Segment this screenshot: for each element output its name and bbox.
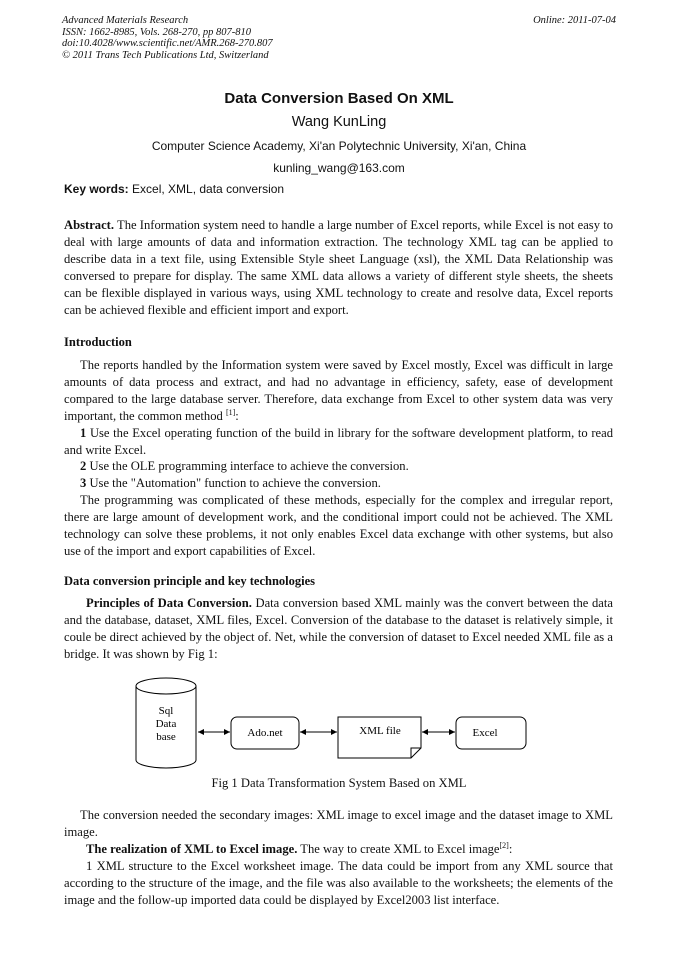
sql-database-cylinder bbox=[136, 678, 196, 768]
item1-text: Use the Excel operating function of the build in library for the software development platform, to read and write Excel. bbox=[64, 425, 613, 457]
paper-title: Data Conversion Based On XML bbox=[224, 90, 454, 107]
issn: ISSN: 1662-8985, Vols. 268-270, pp 807-810 bbox=[62, 26, 251, 38]
excel-label: Excel bbox=[472, 727, 498, 739]
affiliation: Computer Science Academy, Xi'an Polytechnic University, Xi'an, China bbox=[151, 139, 527, 153]
intro-list-item-3 bbox=[64, 475, 613, 492]
intro-paragraph-1 bbox=[64, 357, 613, 425]
principles-text: Data conversion based XML mainly was the convert between the data and the database, dataset, XML files, Excel. Conversion of the database to the dataset is relatively simple, it coule be direct achieved by the object of. Net, while the conversion of dataset to Excel needed XML file as a bridge. It was shown by Fig 1: bbox=[64, 596, 613, 661]
xml-file-shape bbox=[338, 717, 421, 758]
db-label-1: Sql bbox=[158, 705, 174, 717]
realization-paragraph bbox=[64, 841, 613, 858]
figure-1-caption: Fig 1 Data Transformation System Based on XML bbox=[211, 776, 467, 790]
adonet-label: Ado.net bbox=[247, 727, 283, 739]
excel-box bbox=[456, 717, 526, 749]
xml-file-label: XML file bbox=[359, 725, 401, 737]
abstract-label: Abstract. bbox=[64, 218, 115, 232]
doi: doi:10.4028/www.scientific.net/AMR.268-270.807 bbox=[62, 38, 273, 49]
xml-structure-paragraph: 1 XML structure to the Excel worksheet image. The data could be import from any XML source that according to the structure of the image, and the file was also available to the worksheets; the elements of the image and the follow-up imported data could be displayed by Excel2003 list interface. bbox=[64, 858, 613, 907]
intro-p1-text: The reports handled by the Information system were saved by Excel mostly, Excel was difficult in large amounts of data process and extract, and had no advantage in efficiency, safety, ease of development compared to the large database server. Therefore, data exchange from Excel to other system data was very important, the common method bbox=[64, 358, 613, 423]
adonet-box bbox=[231, 717, 299, 749]
email: kunling_wang@163.com bbox=[273, 161, 405, 175]
realization-text: The way to create XML to Excel image bbox=[297, 841, 500, 856]
abstract bbox=[64, 217, 613, 318]
intro-paragraph-2: The programming was complicated of these methods, especially for the complex and irregular report, there are large amount of development work, and the conditional import could not be achieved. The XML technology can solve these problems, it not only enables Excel data exchange with other systems, but also use of the import and export capabilities of Excel. bbox=[64, 493, 613, 558]
principles-label: Principles of Data Conversion. bbox=[86, 596, 252, 610]
section2-heading: Data conversion principle and key technologies bbox=[64, 574, 316, 588]
intro-p1-end: : bbox=[235, 408, 239, 423]
copyright: © 2011 Trans Tech Publications Ltd, Switzerland bbox=[62, 49, 269, 61]
principles-paragraph bbox=[64, 595, 613, 663]
db-label-2: Data bbox=[155, 718, 177, 730]
figure-1-diagram bbox=[130, 676, 560, 772]
keywords bbox=[64, 182, 284, 196]
section3-body bbox=[64, 807, 613, 908]
keywords-text: Excel, XML, data conversion bbox=[128, 182, 285, 196]
journal-name: Advanced Materials Research bbox=[62, 15, 189, 26]
item2-number: 2 bbox=[80, 459, 87, 474]
realization-label: The realization of XML to Excel image. bbox=[86, 841, 298, 856]
online-date: Online: 2011-07-04 bbox=[533, 15, 616, 26]
db-label-3: base bbox=[156, 731, 176, 743]
conversion-paragraph: The conversion needed the secondary images: XML image to excel image and the dataset image to XML image. bbox=[64, 808, 613, 839]
intro-list-item-1 bbox=[64, 425, 613, 459]
journal-header bbox=[62, 15, 616, 61]
introduction-heading: Introduction bbox=[64, 335, 132, 349]
intro-p1-ref: [1] bbox=[225, 407, 236, 417]
realization-end: : bbox=[508, 841, 513, 856]
arrow-xml-excel bbox=[422, 729, 455, 735]
item3-number: 3 bbox=[80, 476, 87, 491]
keywords-label: Key words: bbox=[64, 182, 129, 196]
arrow-db-adonet bbox=[198, 729, 230, 735]
principles-text-block bbox=[64, 595, 613, 663]
item1-number: 1 bbox=[80, 425, 87, 440]
introduction-body bbox=[64, 357, 613, 560]
realization-ref: [2] bbox=[499, 840, 509, 850]
abstract-text: The Information system need to handle a large number of Excel reports, while Excel is not easy to deal with large amounts of data and information extraction. The technology XML tag can be applied to describe data in a text file, using Extensible Style sheet Language (xsl), the XML Data Relationship was conversed to prepare for display. The same XML data allows a variety of different style sheets, the sheets can be flexible displayed in various ways, using XML technology to create and resolve data, Excel reports can be achieved flexible and efficient import and export. bbox=[64, 218, 613, 317]
intro-list-item-2 bbox=[64, 458, 613, 475]
author: Wang KunLing bbox=[291, 114, 387, 130]
arrow-adonet-xml bbox=[300, 729, 337, 735]
item2-text: Use the OLE programming interface to achieve the conversion. bbox=[86, 459, 409, 474]
item3-text: Use the "Automation" function to achieve the conversion. bbox=[86, 476, 381, 491]
